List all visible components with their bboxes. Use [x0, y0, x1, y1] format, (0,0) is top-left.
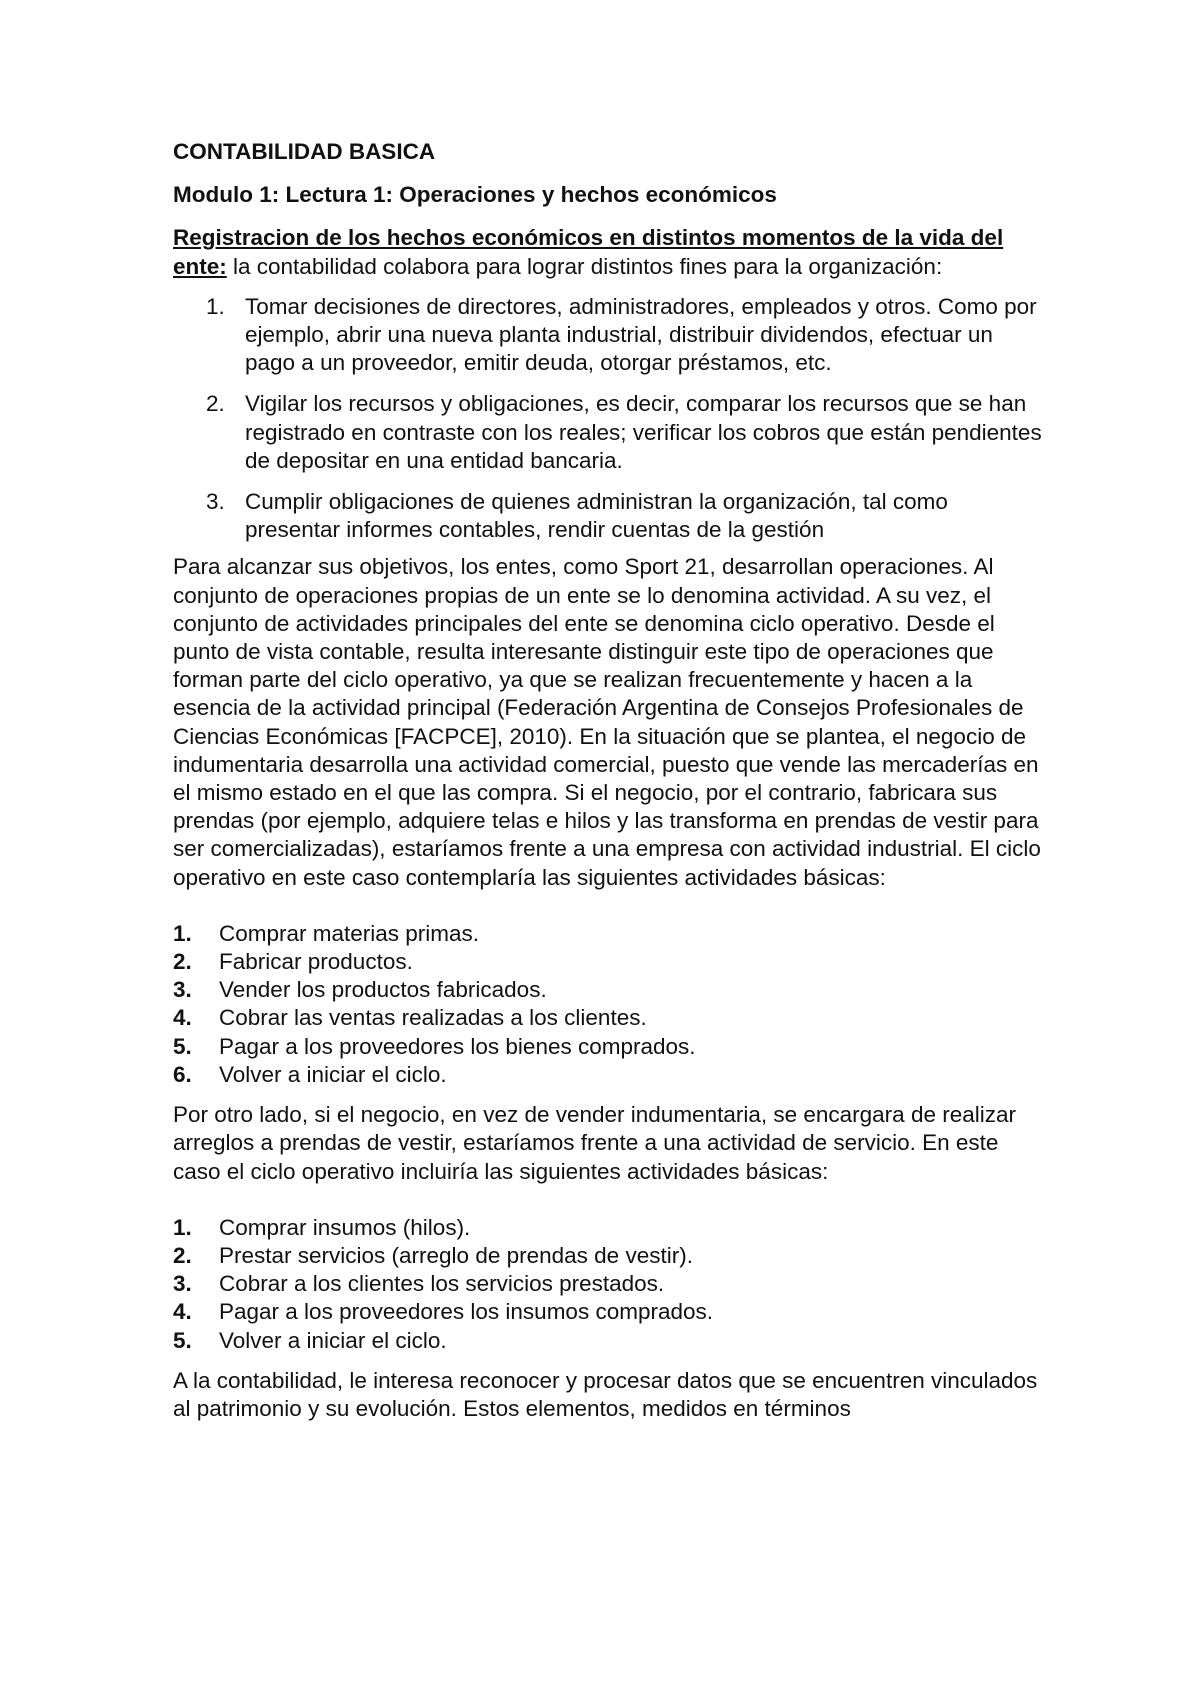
list-item-text: Vender los productos fabricados.	[219, 977, 547, 1003]
list-item	[173, 390, 1043, 475]
list-item	[173, 1242, 1043, 1270]
list-item-number: 5.	[173, 1327, 192, 1353]
fines-list	[173, 293, 1043, 545]
document-title: CONTABILIDAD BASICA	[173, 139, 436, 164]
list-item	[173, 1270, 1043, 1298]
list-item-text: Comprar materias primas.	[219, 920, 480, 946]
module-heading: Modulo 1: Lectura 1: Operaciones y hechos económicos	[173, 182, 777, 208]
list-item-text: Prestar servicios (arreglo de prendas de vestir).	[219, 1242, 693, 1268]
paragraph-contabilidad: A la contabilidad, le interesa reconocer y procesar datos que se encuentren vinculados al patrimonio y su evolución. Estos elementos, medidos en términos	[173, 1367, 1038, 1421]
list-item	[173, 948, 1043, 976]
industrial-steps-list	[173, 920, 1043, 1089]
paragraph-ciclo-operativo: Para alcanzar sus objetivos, los entes, como Sport 21, desarrollan operaciones. Al conjunto de operaciones propias de un ente se lo denomina actividad. A su vez, el conjunto de actividades principales del ente se denomina ciclo operativo. Desde el punto de vista contable, resulta interesante distinguir este tipo de operaciones que forman parte del ciclo operativo, ya que se realizan frecuentemente y hacen a la esencia de la actividad principal (Federación Argentina de Consejos Profesionales de Ciencias Económicas [FACPCE], 2010). En la situación que se plantea, el negocio de indumentaria desarrolla una actividad comercial, puesto que vende las mercaderías en el mismo estado en el que las compra. Si el negocio, por el contrario, fabricara sus prendas (por ejemplo, adquiere telas e hilos y las transforma en prendas de vestir para ser comercializadas), estaríamos frente a una empresa con actividad industrial. El ciclo operativo en este caso contemplaría las siguientes actividades básicas:	[173, 554, 1041, 890]
list-item-text: Volver a iniciar el ciclo.	[219, 1061, 447, 1087]
section-intro	[173, 224, 1043, 280]
list-item-number: 3.	[173, 1271, 192, 1297]
list-item-number: 1.	[173, 920, 192, 946]
list-item-text: Cobrar las ventas realizadas a los clientes.	[219, 1005, 647, 1031]
list-item	[173, 976, 1043, 1004]
section-intro-text: la contabilidad colabora para lograr distintos fines para la organización:	[226, 253, 943, 279]
list-item-text: Fabricar productos.	[219, 949, 413, 975]
section-heading: Registracion de los hechos económicos en distintos momentos de la vida del ente:	[173, 225, 1004, 279]
list-item-text: Cumplir obligaciones de quienes administran la organización, tal como presentar informes contables, rendir cuentas de la gestión	[245, 489, 948, 543]
list-item-number: 5.	[173, 1033, 192, 1059]
list-item-number: 4.	[173, 1005, 192, 1031]
list-item	[173, 293, 1043, 378]
list-item-number: 4.	[173, 1299, 192, 1325]
list-item-number: 2.	[206, 391, 225, 417]
list-item-number: 1.	[206, 293, 225, 319]
list-item-text: Volver a iniciar el ciclo.	[219, 1327, 447, 1353]
list-item-text: Comprar insumos (hilos).	[219, 1214, 471, 1240]
list-item-number: 2.	[173, 1242, 192, 1268]
list-item-number: 3.	[206, 489, 225, 515]
document-page	[173, 138, 1043, 1435]
list-item	[173, 1033, 1043, 1061]
list-item	[173, 488, 1043, 544]
list-item-number: 3.	[173, 977, 192, 1003]
list-item-number: 1.	[173, 1214, 192, 1240]
list-item	[173, 1004, 1043, 1032]
list-item-text: Tomar decisiones de directores, administradores, empleados y otros. Como por ejemplo, abrir una nueva planta industrial, distribuir dividendos, efectuar un pago a un proveedor, emitir deuda, otorgar préstamos, etc.	[245, 293, 1037, 376]
list-item	[173, 1061, 1043, 1089]
list-item-text: Vigilar los recursos y obligaciones, es decir, comparar los recursos que se han registrado en contraste con los reales; verificar los cobros que están pendientes de depositar en una entidad bancaria.	[245, 391, 1042, 473]
list-item-text: Pagar a los proveedores los insumos comprados.	[219, 1299, 714, 1325]
list-item	[173, 920, 1043, 948]
list-item-text: Pagar a los proveedores los bienes comprados.	[219, 1033, 696, 1059]
list-item-number: 2.	[173, 949, 192, 975]
paragraph-servicio: Por otro lado, si el negocio, en vez de vender indumentaria, se encargara de realizar arreglos a prendas de vestir, estaríamos frente a una actividad de servicio. En este caso el ciclo operativo incluiría las siguientes actividades básicas:	[173, 1102, 1016, 1184]
list-item	[173, 1298, 1043, 1326]
list-item	[173, 1214, 1043, 1242]
list-item	[173, 1327, 1043, 1355]
list-item-number: 6.	[173, 1061, 192, 1087]
service-steps-list	[173, 1214, 1043, 1355]
list-item-text: Cobrar a los clientes los servicios prestados.	[219, 1271, 665, 1297]
